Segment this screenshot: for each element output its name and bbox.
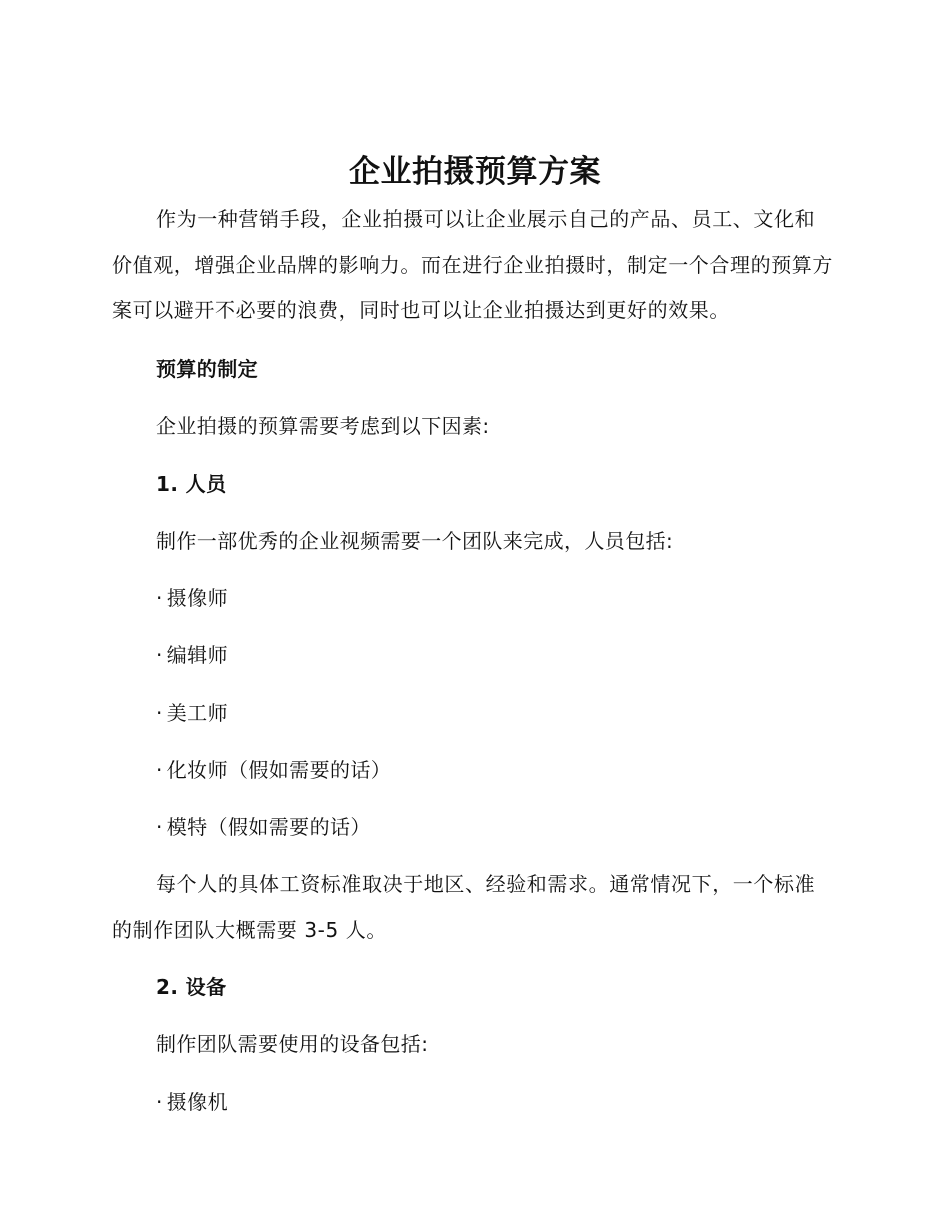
equipment-intro: 制作团队需要使用的设备包括: bbox=[156, 1032, 429, 1056]
equipment-heading: 2. 设备 bbox=[156, 975, 227, 999]
list-item-label: 摄像机 bbox=[166, 1090, 228, 1114]
list-item bbox=[156, 813, 371, 841]
personnel-note: 每个人的具体工资标准取决于地区、经验和需求。通常情况下，一个标准的制作团队大概需要 3-5 人。 bbox=[112, 872, 816, 942]
list-item bbox=[156, 584, 228, 612]
list-item bbox=[156, 641, 228, 669]
bullet-icon: · bbox=[156, 701, 163, 725]
personnel-heading: 1. 人员 bbox=[156, 472, 227, 496]
factors-intro: 企业拍摄的预算需要考虑到以下因素: bbox=[156, 414, 490, 438]
personnel-intro: 制作一部优秀的企业视频需要一个团队来完成，人员包括: bbox=[156, 529, 674, 553]
bullet-icon: · bbox=[156, 758, 163, 782]
list-item-label: 编辑师 bbox=[166, 643, 228, 667]
bullet-icon: · bbox=[156, 1090, 163, 1114]
bullet-icon: · bbox=[156, 643, 163, 667]
intro-paragraph: 作为一种营销手段，企业拍摄可以让企业展示自己的产品、员工、文化和价值观，增强企业品牌的影响力。而在进行企业拍摄时，制定一个合理的预算方案可以避开不必要的浪费，同时也可以让企业拍摄达到更好的效果。 bbox=[112, 207, 833, 322]
list-item-label: 摄像师 bbox=[166, 586, 228, 610]
bullet-icon: · bbox=[156, 815, 163, 839]
list-item-label: 化妆师（假如需要的话） bbox=[166, 758, 392, 782]
list-item bbox=[156, 756, 391, 784]
document-title: 企业拍摄预算方案 bbox=[349, 154, 601, 190]
list-item-label: 模特（假如需要的话） bbox=[166, 815, 371, 839]
list-item bbox=[156, 699, 228, 727]
list-item bbox=[156, 1088, 228, 1116]
list-item-label: 美工师 bbox=[166, 701, 228, 725]
section-heading: 预算的制定 bbox=[156, 357, 258, 381]
bullet-icon: · bbox=[156, 586, 163, 610]
